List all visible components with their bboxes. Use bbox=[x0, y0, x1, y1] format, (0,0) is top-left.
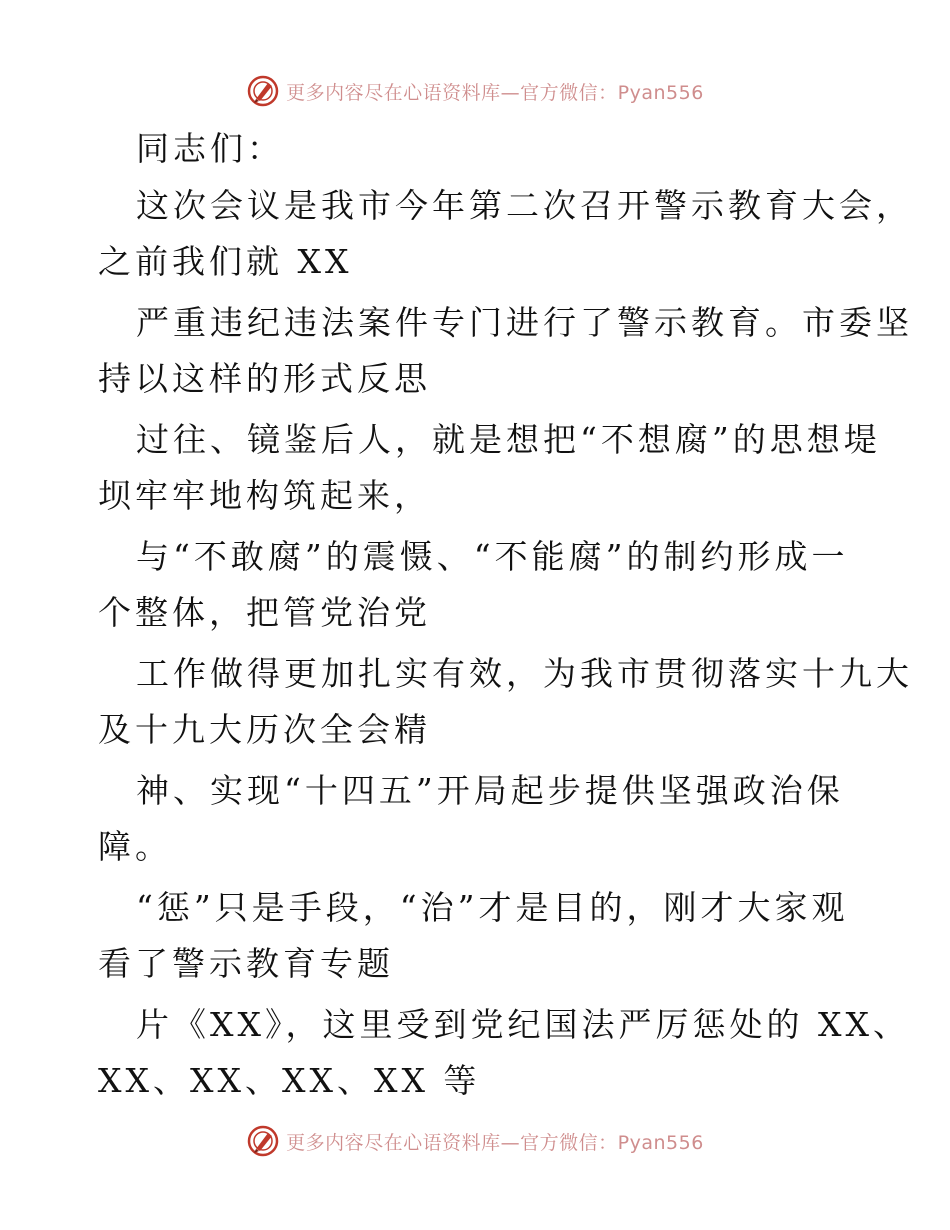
body-line: 工作做得更加扎实有效，为我市贯彻落实十九大 bbox=[136, 654, 913, 693]
body-line: XX、XX、XX、XX 等 bbox=[98, 1061, 481, 1100]
footer-banner bbox=[0, 1121, 950, 1161]
body-line: 片《XX》，这里受到党纪国法严厉惩处的 XX、 bbox=[136, 1005, 910, 1044]
footer-banner-text: 更多内容尽在心语资料库—官方微信：Pyan556 bbox=[286, 1131, 704, 1154]
body-line: 个整体，把管党治党 bbox=[98, 593, 431, 632]
body-line: 神、实现“十四五”开局起步提供坚强政治保 bbox=[136, 771, 844, 810]
body-line: 这次会议是我市今年第二次召开警示教育大会， bbox=[136, 186, 913, 225]
body-line: 及十九大历次全会精 bbox=[98, 710, 431, 749]
pen-logo-icon bbox=[246, 1124, 280, 1158]
body-line: “惩”只是手段，“治”才是目的，刚才大家观 bbox=[136, 888, 849, 927]
body-line: 之前我们就 XX bbox=[98, 242, 353, 281]
body-line: 看了警示教育专题 bbox=[98, 944, 394, 983]
body-line: 障。 bbox=[98, 827, 172, 866]
header-banner-text: 更多内容尽在心语资料库—官方微信：Pyan556 bbox=[286, 81, 704, 104]
body-line: 持以这样的形式反思 bbox=[98, 359, 431, 398]
body-line: 严重违纪违法案件专门进行了警示教育。市委坚 bbox=[136, 303, 913, 342]
body-line: 坝牢牢地构筑起来， bbox=[98, 476, 431, 515]
body-line: 同志们： bbox=[136, 129, 284, 168]
body-line: 与“不敢腐”的震慑、“不能腐”的制约形成一 bbox=[136, 537, 849, 576]
body-line: 过往、镜鉴后人，就是想把“不想腐”的思想堤 bbox=[136, 420, 881, 459]
